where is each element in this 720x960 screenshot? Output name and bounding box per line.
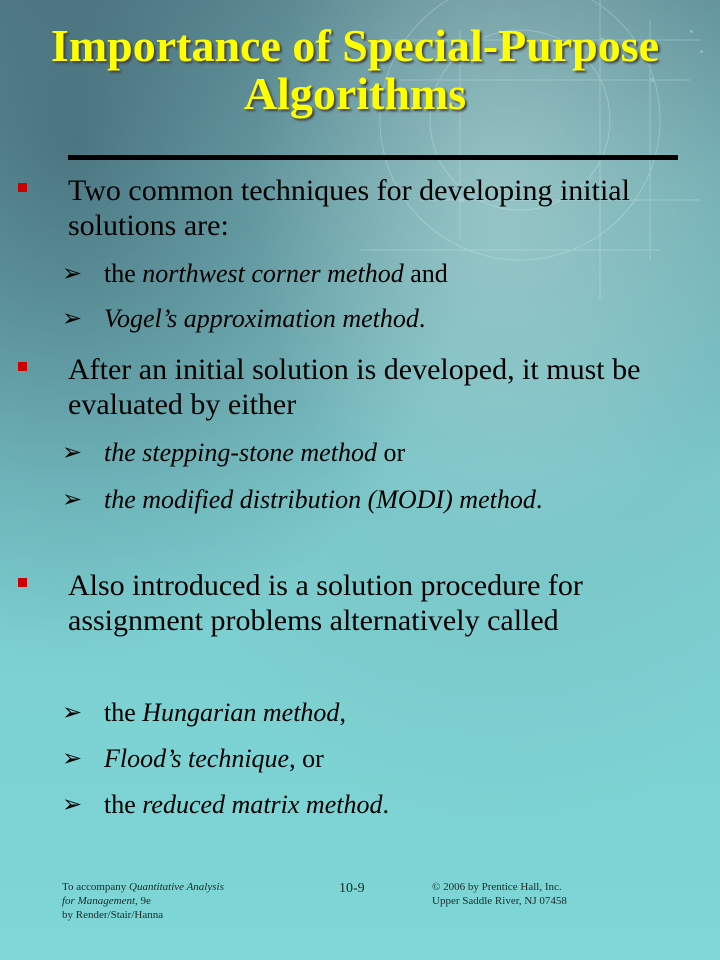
footer-attribution: To accompany Quantitative Analysis for Management, 9e by Render/Stair/Hanna: [62, 881, 224, 921]
square-bullet-icon: [18, 578, 27, 587]
page-number: 10-9: [339, 881, 365, 896]
arrowhead-bullet-icon: ➢: [62, 304, 83, 332]
arrowhead-bullet-icon: ➢: [62, 259, 83, 287]
bullet-text: Two common techniques for developing initial solutions are:: [68, 174, 630, 242]
square-bullet-icon: [18, 183, 27, 192]
arrowhead-bullet-icon: ➢: [62, 698, 83, 726]
square-bullet-icon: [18, 362, 27, 371]
bullet-text: Also introduced is a solution procedure for assignment problems alternatively called: [68, 569, 583, 637]
arrowhead-bullet-icon: ➢: [62, 790, 83, 818]
arrowhead-bullet-icon: ➢: [62, 485, 83, 513]
arrowhead-bullet-icon: ➢: [62, 744, 83, 772]
bullet-text: After an initial solution is developed, it must be evaluated by either: [68, 353, 641, 421]
title-divider: [68, 155, 678, 160]
arrowhead-bullet-icon: ➢: [62, 438, 83, 466]
slide-title: Importance of Special-Purpose Algorithms: [50, 20, 660, 119]
footer-copyright: © 2006 by Prentice Hall, Inc. Upper Saddle River, NJ 07458: [432, 881, 567, 907]
